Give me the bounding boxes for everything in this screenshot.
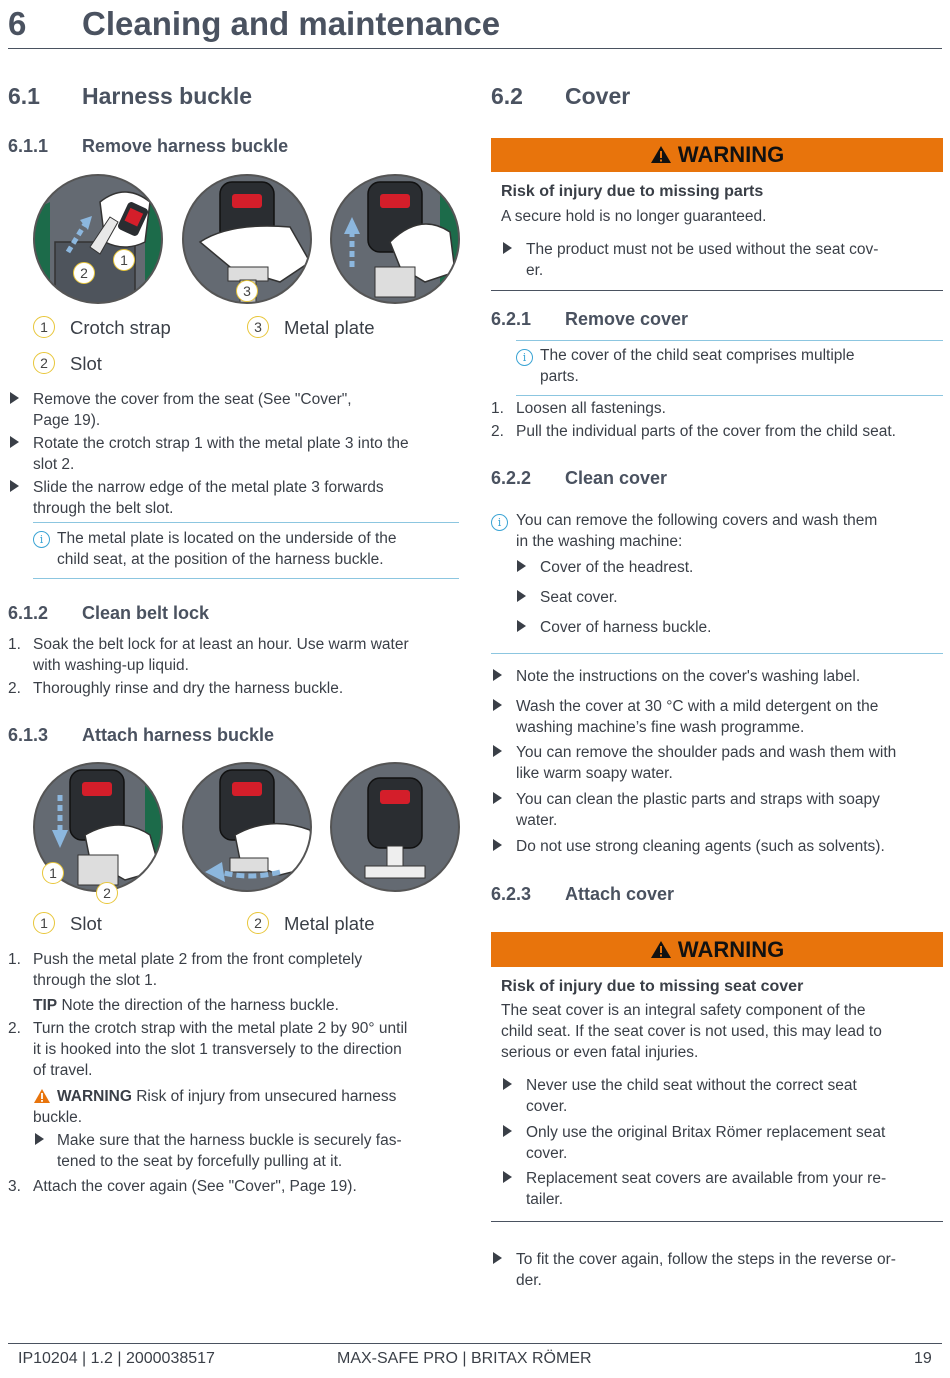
info-rule-bottom xyxy=(516,395,943,396)
bullet-icon xyxy=(517,590,526,602)
figure-callout: 2 xyxy=(96,882,118,904)
step-text: Thoroughly rinse and dry the harness buckle. xyxy=(33,680,344,697)
legend-number: 1 xyxy=(33,316,55,338)
step-text: Soak the belt lock for at least an hour. Use warm water with washing-up liquid. xyxy=(33,636,409,674)
footer-rule xyxy=(8,1343,942,1344)
step-text: Attach the cover again (See "Cover", Page 19). xyxy=(33,1178,357,1195)
list-item: Slide the narrow edge of the metal plate 3 forwards through the belt slot. xyxy=(33,479,384,517)
warning-bullet: Only use the original Britax Römer replacement seat cover. xyxy=(526,1124,886,1162)
warning-body: A secure hold is no longer guaranteed. xyxy=(501,208,767,225)
footer-product: MAX-SAFE PRO | BRITAX RÖMER xyxy=(337,1350,592,1367)
bullet-icon xyxy=(517,620,526,632)
chapter-number: 6 xyxy=(8,5,27,42)
figure-callout: 1 xyxy=(42,862,64,884)
bullet-icon xyxy=(493,699,502,711)
bullet-icon xyxy=(10,392,19,404)
list-item: Cover of harness buckle. xyxy=(540,619,712,636)
info-note: You can remove the following covers and wash them in the washing machine: xyxy=(516,512,878,550)
list-item: Wash the cover at 30 °C with a mild detergent on the washing machine’s fine wash programme. xyxy=(516,698,879,736)
list-item: You can clean the plastic parts and straps with soapy water. xyxy=(516,791,880,829)
list-item: To fit the cover again, follow the steps in the reverse or- der. xyxy=(516,1251,896,1289)
info-rule-bottom xyxy=(33,578,459,579)
warning-rule xyxy=(491,290,943,291)
section-number: 6.1 xyxy=(8,83,40,109)
warning-bullet: Never use the child seat without the correct seat cover. xyxy=(526,1077,857,1115)
illustration-attached-buckle xyxy=(320,760,470,895)
step-text: Pull the individual parts of the cover from the child seat. xyxy=(516,423,896,440)
warning-rule xyxy=(491,1221,943,1222)
list-item: Do not use strong cleaning agents (such as solvents). xyxy=(516,838,885,855)
figure-callout: 2 xyxy=(73,262,95,284)
warning-body: The seat cover is an integral safety component of the child seat. If the seat cover is not used, this may lead to serious or even fatal injuries. xyxy=(501,1002,882,1061)
bullet-icon xyxy=(493,792,502,804)
footer-doc-id: IP10204 | 1.2 | 2000038517 xyxy=(18,1350,215,1367)
legend-label: Slot xyxy=(70,913,102,934)
section-title: Cover xyxy=(565,83,631,109)
legend-label: Metal plate xyxy=(284,913,375,934)
bullet-icon xyxy=(503,242,512,254)
warning-bullet: The product must not be used without the seat cov- er. xyxy=(526,241,879,279)
step-text: Loosen all fastenings. xyxy=(516,400,666,417)
subsection-title: Attach cover xyxy=(565,884,675,904)
info-note: The metal plate is located on the underside of the child seat, at the position of the harness buckle. xyxy=(57,530,397,568)
subsection-title: Clean cover xyxy=(565,468,668,488)
subsection-number: 6.2.2 xyxy=(491,468,532,488)
step-number: 3. xyxy=(8,1178,21,1195)
subsection-number: 6.1.3 xyxy=(8,725,49,745)
info-icon: i xyxy=(516,349,533,366)
subsection-title: Attach harness buckle xyxy=(82,725,275,745)
illustration-turn-strap xyxy=(170,760,330,895)
bullet-icon xyxy=(503,1125,512,1137)
warning-banner: WARNING xyxy=(491,138,943,172)
chapter-rule xyxy=(8,48,942,49)
bullet-icon xyxy=(493,669,502,681)
subsection-number: 6.1.1 xyxy=(8,136,49,156)
bullet-icon xyxy=(493,1252,502,1264)
list-item: Seat cover. xyxy=(540,589,618,606)
list-item: Make sure that the harness buckle is securely fas- tened to the seat by forcefully pulling at it. xyxy=(57,1132,402,1170)
list-item: Rotate the crotch strap 1 with the metal plate 3 into the slot 2. xyxy=(33,435,409,473)
page-number: 19 xyxy=(914,1350,932,1367)
warning-title: Risk of injury due to missing seat cover xyxy=(501,978,804,995)
warning-banner: WARNING xyxy=(491,932,943,967)
legend-label: Crotch strap xyxy=(70,317,171,338)
inline-warning: WARNING Risk of injury from unsecured harness buckle. xyxy=(33,1088,397,1126)
illustration-slide-plate xyxy=(320,172,470,307)
warning-icon xyxy=(650,940,672,959)
list-item: Note the instructions on the cover's washing label. xyxy=(516,668,861,685)
section-title: Harness buckle xyxy=(82,83,253,109)
info-rule-top xyxy=(33,522,459,523)
tip-note: TIP Note the direction of the harness buckle. xyxy=(33,997,339,1014)
step-number: 1. xyxy=(491,400,504,417)
legend-number: 1 xyxy=(33,912,55,934)
bullet-icon xyxy=(517,560,526,572)
subsection-title: Clean belt lock xyxy=(82,603,210,623)
info-rule-top xyxy=(516,340,943,341)
bullet-icon xyxy=(35,1133,44,1145)
section-number: 6.2 xyxy=(491,83,523,109)
bullet-icon xyxy=(10,436,19,448)
step-text: Push the metal plate 2 from the front completely through the slot 1. xyxy=(33,951,363,989)
legend-number: 3 xyxy=(247,316,269,338)
info-note: The cover of the child seat comprises multiple parts. xyxy=(540,347,855,385)
legend-label: Slot xyxy=(70,353,102,374)
attach-buckle-figure xyxy=(30,760,470,895)
subsection-number: 6.2.3 xyxy=(491,884,532,904)
step-number: 1. xyxy=(8,951,21,968)
warning-title: Risk of injury due to missing parts xyxy=(501,183,764,200)
subsection-title: Remove cover xyxy=(565,309,689,329)
list-item: Remove the cover from the seat (See "Cover", Page 19). xyxy=(33,391,352,429)
info-icon: i xyxy=(33,531,50,548)
bullet-icon xyxy=(10,480,19,492)
bullet-icon xyxy=(503,1171,512,1183)
list-item: You can remove the shoulder pads and wash them with like warm soapy water. xyxy=(516,744,897,782)
figure-callout: 1 xyxy=(113,249,135,271)
bullet-icon xyxy=(503,1078,512,1090)
figure-callout: 3 xyxy=(236,280,258,302)
step-number: 2. xyxy=(8,680,21,697)
list-item: Cover of the headrest. xyxy=(540,559,694,576)
warning-bullet: Replacement seat covers are available from your re- tailer. xyxy=(526,1170,887,1208)
info-rule-bottom xyxy=(491,653,943,654)
step-number: 1. xyxy=(8,636,21,653)
bullet-icon xyxy=(493,839,502,851)
step-text: Turn the crotch strap with the metal plate 2 by 90° until it is hooked into the slot 1 transversely to the direction of travel. xyxy=(33,1020,408,1079)
subsection-number: 6.2.1 xyxy=(491,309,532,329)
legend-number: 2 xyxy=(33,352,55,374)
info-icon: i xyxy=(491,514,508,531)
subsection-title: Remove harness buckle xyxy=(82,136,289,156)
step-number: 2. xyxy=(8,1020,21,1037)
illustration-rotate-strap xyxy=(30,172,170,307)
subsection-number: 6.1.2 xyxy=(8,603,49,623)
warning-icon xyxy=(650,145,672,164)
legend-label: Metal plate xyxy=(284,317,375,338)
legend-number: 2 xyxy=(247,912,269,934)
step-number: 2. xyxy=(491,423,504,440)
bullet-icon xyxy=(493,745,502,757)
chapter-title: Cleaning and maintenance xyxy=(82,5,501,42)
